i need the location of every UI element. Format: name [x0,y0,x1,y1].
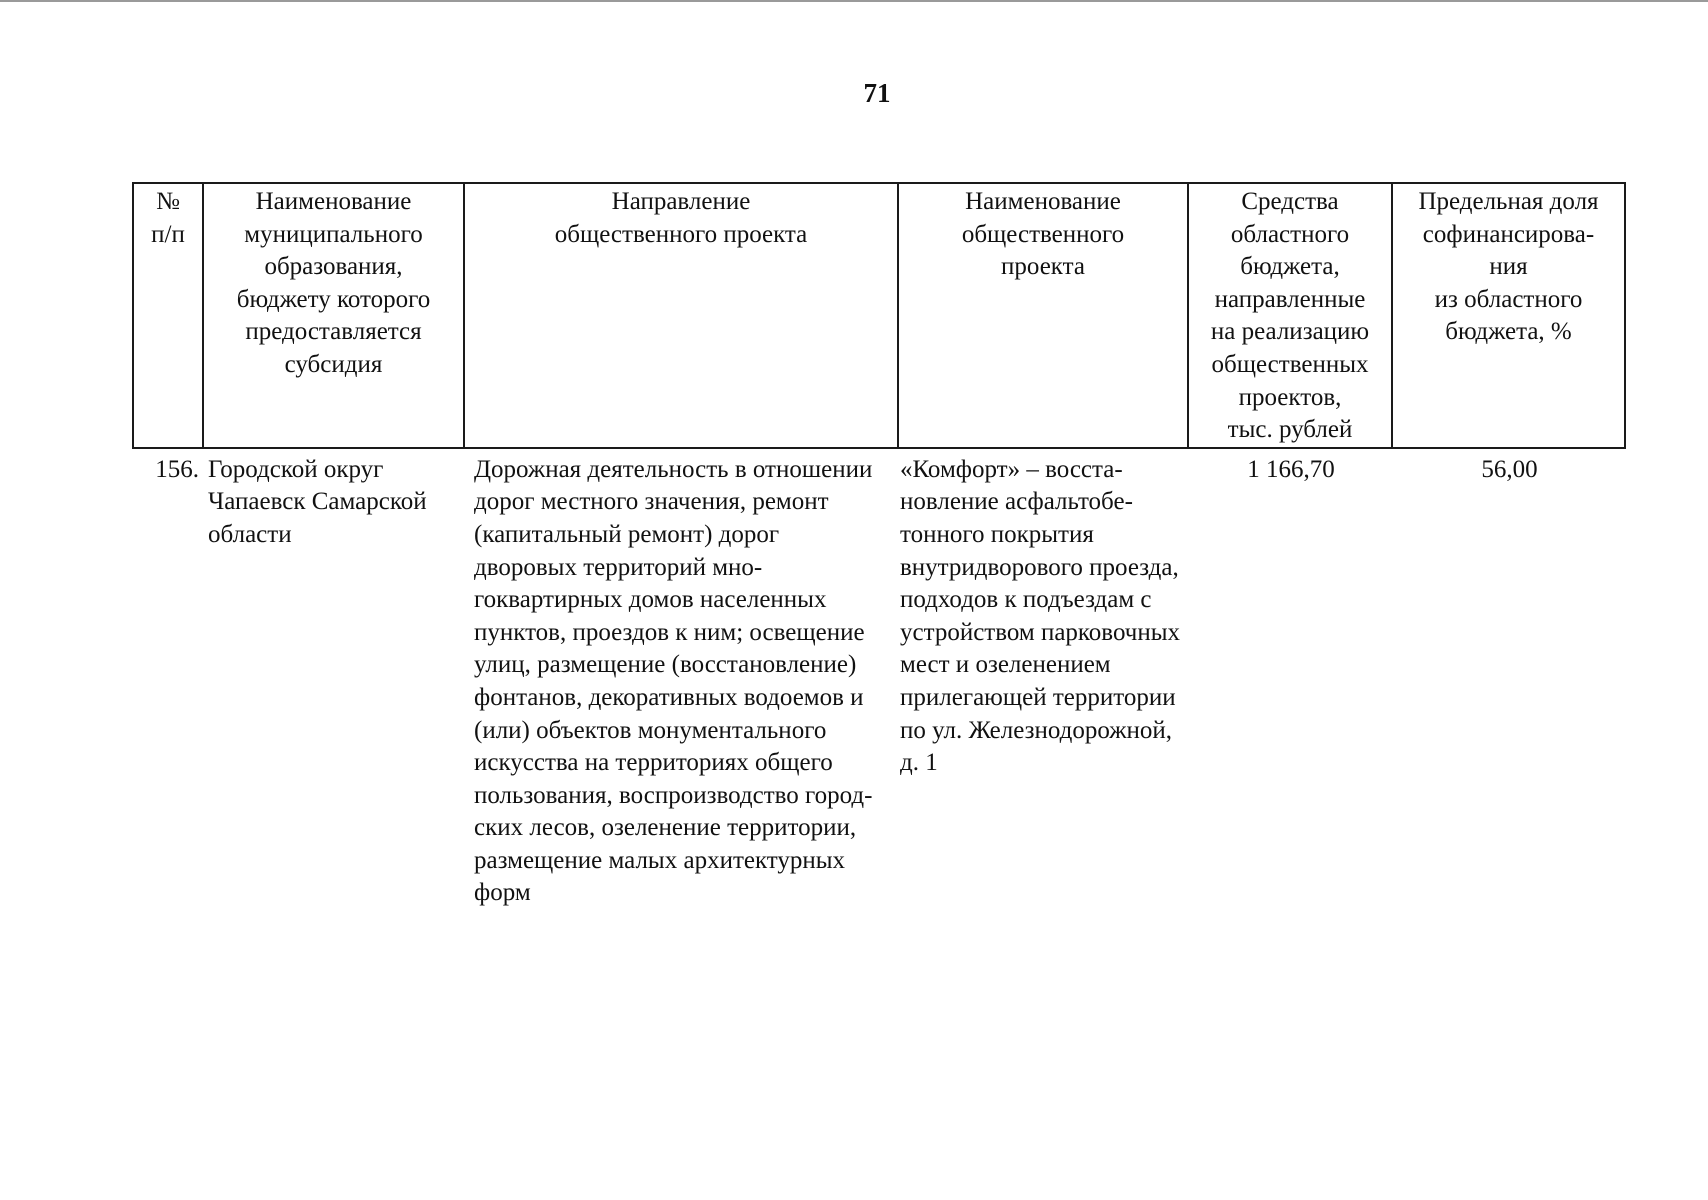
row-project-name: «Комфорт» – восстановление асфальтобетонного покрытия внутридворового проезда, подходов к подъездам с устройством парковочных мест и озеленением прилегающей территории по ул. Железнодорожной, д. 1 [900,455,1181,777]
header-project-direction: Направление общественного проекта [464,183,898,448]
header-municipality: Наименование муниципального образования, бюджету которого предоставляется субсидия [203,183,464,448]
subsidy-table [132,182,1626,910]
header-regional-funds: Средства областного бюджета, направленные на реализацию общественных проектов, тыс. рублей [1188,183,1392,448]
table-header-row [133,183,1625,448]
page-number: 71 [863,78,891,108]
row-regional-funds: 1 166,70 [1247,455,1335,483]
header-cofinancing-share: Предельная доля софинансирова- ния из областного бюджета, % [1392,183,1625,448]
table-row [133,448,1625,910]
row-number: 156. [155,455,199,483]
header-number: № п/п [133,183,203,448]
header-project-name: Наименование общественного проекта [898,183,1188,448]
top-border-rule [0,0,1708,2]
row-project-direction: Дорожная деятельность в отношении дорог местного значения, ремонт (капитальный ремонт) дорог дворовых территорий многоквартирных домов населенных пунктов, проездов к ним; освещение улиц, размещение (восстановление) фонтанов, декоративных водоемов и (или) объектов монументального искусства на территориях общего пользования, воспроизводство городских лесов, озеленение территории, размещение малых архитектурных форм [474,455,873,907]
row-municipality: Городской округ Чапаевск Самарской области [208,455,427,548]
row-cofinancing-share: 56,00 [1481,455,1538,483]
